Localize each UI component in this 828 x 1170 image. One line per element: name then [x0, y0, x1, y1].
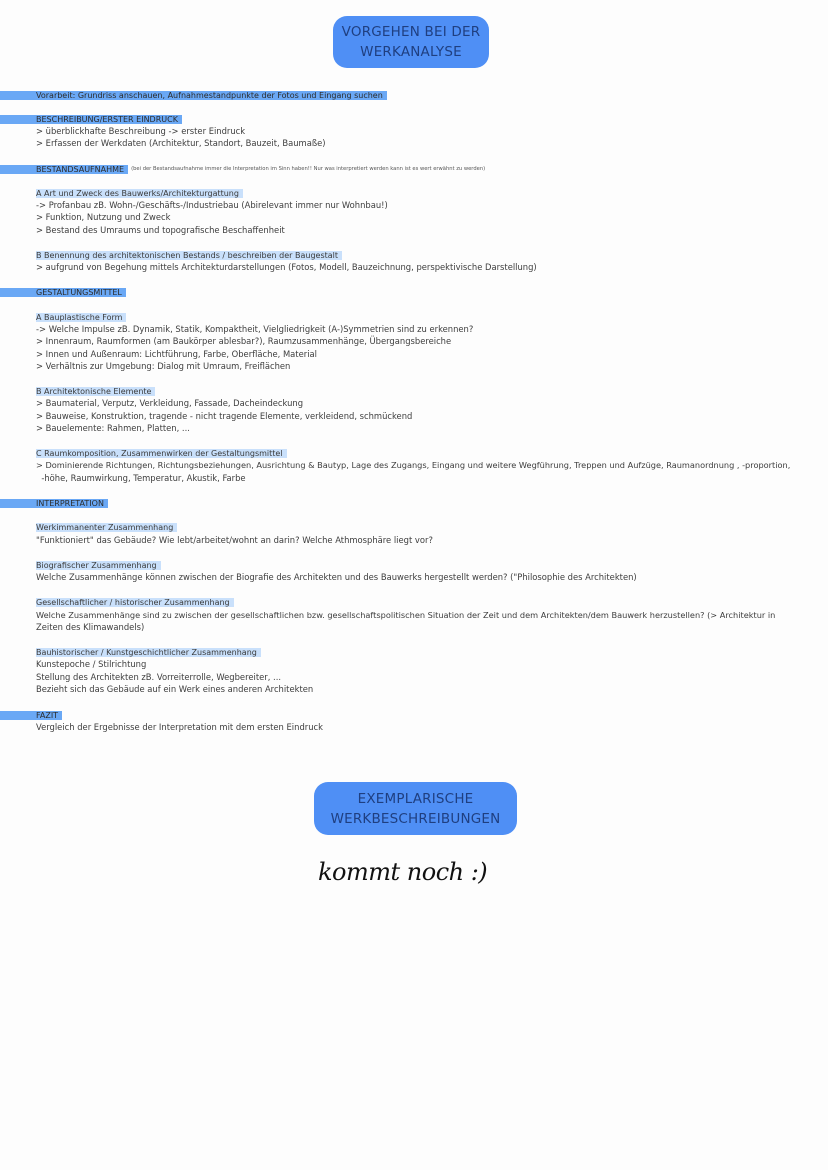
section-beschreibung	[0, 115, 182, 124]
text-line: -> Profanbau zB. Wohn-/Geschäfts-/Industriebau (Abirelevant immer nur Wohnbau!)	[36, 200, 388, 210]
subheading-text: B Benennung des architektonischen Bestands / beschreiben der Baugestalt	[36, 251, 342, 260]
text-line: > Verhältnis zur Umgebung: Dialog mit Umraum, Freiflächen	[36, 361, 291, 371]
subheading-text: Gesellschaftlicher / historischer Zusammenhang	[36, 598, 234, 607]
text-line: Welche Zusammenhänge sind zu zwischen der gesellschaftlichen bzw. gesellschaftspolitischen Situation der Zeit und dem Architekten/dem Bauwerk herzustellen? (> Architektur in	[36, 610, 776, 620]
text-line: Stellung des Architekten zB. Vorreiterrolle, Wegbereiter, ...	[36, 672, 282, 682]
subheading	[36, 251, 342, 260]
title2-line-1: EXEMPLARISCHE	[357, 790, 474, 807]
text-line: > überblickhafte Beschreibung -> erster Eindruck	[36, 126, 246, 136]
vorarbeit-text: Vorarbeit: Grundriss anschauen, Aufnahmestandpunkte der Fotos und Eingang suchen	[0, 91, 387, 100]
text-line: > Baumaterial, Verputz, Verkleidung, Fassade, Dacheindeckung	[36, 398, 304, 408]
text-line: > Bauweise, Konstruktion, tragende - nicht tragende Elemente, verkleidend, schmückend	[36, 411, 413, 421]
subheading-text: B Architektonische Elemente	[36, 387, 155, 396]
section-interpretation	[0, 499, 108, 508]
title-box-werkanalyse	[333, 16, 489, 68]
title-line-1: VORGEHEN BEI DER	[341, 24, 481, 40]
text-line: Kunstepoche / Stilrichtung	[36, 659, 147, 669]
text-line: Welche Zusammenhänge können zwischen der Biografie des Architekten und des Bauwerks hergestellt werden? ("Philosophie des Architekten)	[36, 572, 637, 582]
section-heading: BESTANDSAUFNAHME	[0, 165, 128, 174]
text-line: > aufgrund von Begehung mittels Architekturdarstellungen (Fotos, Modell, Bauzeichnung, perspektivische Darstellung)	[36, 262, 537, 272]
subheading	[36, 598, 234, 607]
text-line: > Innenraum, Raumformen (am Baukörper ablesbar?), Raumzusammenhänge, Übergangsbereiche	[36, 336, 452, 346]
section-heading: FAZIT	[0, 711, 62, 720]
text-line: > Innen und Außenraum: Lichtführung, Farbe, Oberfläche, Material	[36, 349, 317, 359]
section-heading: BESCHREIBUNG/ERSTER EINDRUCK	[0, 115, 182, 124]
text-line: -> Welche Impulse zB. Dynamik, Statik, Kompaktheit, Vielgliedrigkeit (A-)Symmetrien sind zu erkennen?	[36, 324, 474, 334]
text-line: Bezieht sich das Gebäude auf ein Werk eines anderen Architekten	[36, 684, 314, 694]
text-line: > Bestand des Umraums und topografische Beschaffenheit	[36, 225, 285, 235]
section-bestandsaufnahme	[0, 165, 485, 174]
subheading-text: A Bauplastische Form	[36, 313, 126, 322]
title-box-werkbeschreibungen	[314, 782, 517, 835]
section-heading: GESTALTUNGSMITTEL	[0, 288, 126, 297]
subheading-text: Biografischer Zusammenhang	[36, 561, 161, 570]
subheading	[36, 189, 243, 198]
section-gestaltungsmittel	[0, 288, 126, 297]
subheading	[36, 387, 155, 396]
vorarbeit-line	[0, 91, 387, 100]
title2-line-2: WERKBESCHREIBUNGEN	[330, 810, 501, 827]
subheading-text: Werkimmanenter Zusammenhang	[36, 523, 177, 532]
section-fazit	[0, 711, 62, 720]
handwritten-note: kommt noch :)	[318, 858, 488, 886]
subheading	[36, 313, 126, 322]
text-line: > Erfassen der Werkdaten (Architektur, Standort, Bauzeit, Baumaße)	[36, 138, 326, 148]
subheading	[36, 561, 161, 570]
subheading-text: A Art und Zweck des Bauwerks/Architekturgattung	[36, 189, 243, 198]
subheading-text: Bauhistorischer / Kunstgeschichtlicher Zusammenhang	[36, 648, 261, 657]
text-line: -höhe, Raumwirkung, Temperatur, Akustik, Farbe	[36, 473, 246, 483]
text-line: > Bauelemente: Rahmen, Platten, ...	[36, 423, 190, 433]
title-line-2: WERKANALYSE	[360, 44, 462, 60]
text-line: Zeiten des Klimawandels)	[36, 622, 145, 632]
subheading	[36, 449, 287, 458]
text-line: > Dominierende Richtungen, Richtungsbeziehungen, Ausrichtung & Bautyp, Lage des Zugangs, Eingang und weitere Wegführung, Treppen und Aufzüge, Raumanordnung , -proportion,	[36, 460, 791, 470]
section-heading: INTERPRETATION	[0, 499, 108, 508]
text-line: > Funktion, Nutzung und Zweck	[36, 212, 171, 222]
subheading	[36, 523, 177, 532]
text-line: "Funktioniert" das Gebäude? Wie lebt/arbeitet/wohnt an darin? Welche Athmosphäre liegt vor?	[36, 535, 433, 545]
subheading	[36, 648, 261, 657]
text-line: Vergleich der Ergebnisse der Interpretation mit dem ersten Eindruck	[36, 722, 323, 732]
subheading-text: C Raumkomposition, Zusammenwirken der Gestaltungsmittel	[36, 449, 287, 458]
section-note: (bei der Bestandsaufnahme immer die Interpretation im Sinn haben!! Nur was interpretiert werden kann ist es wert erwähnt zu werden)	[131, 166, 486, 172]
